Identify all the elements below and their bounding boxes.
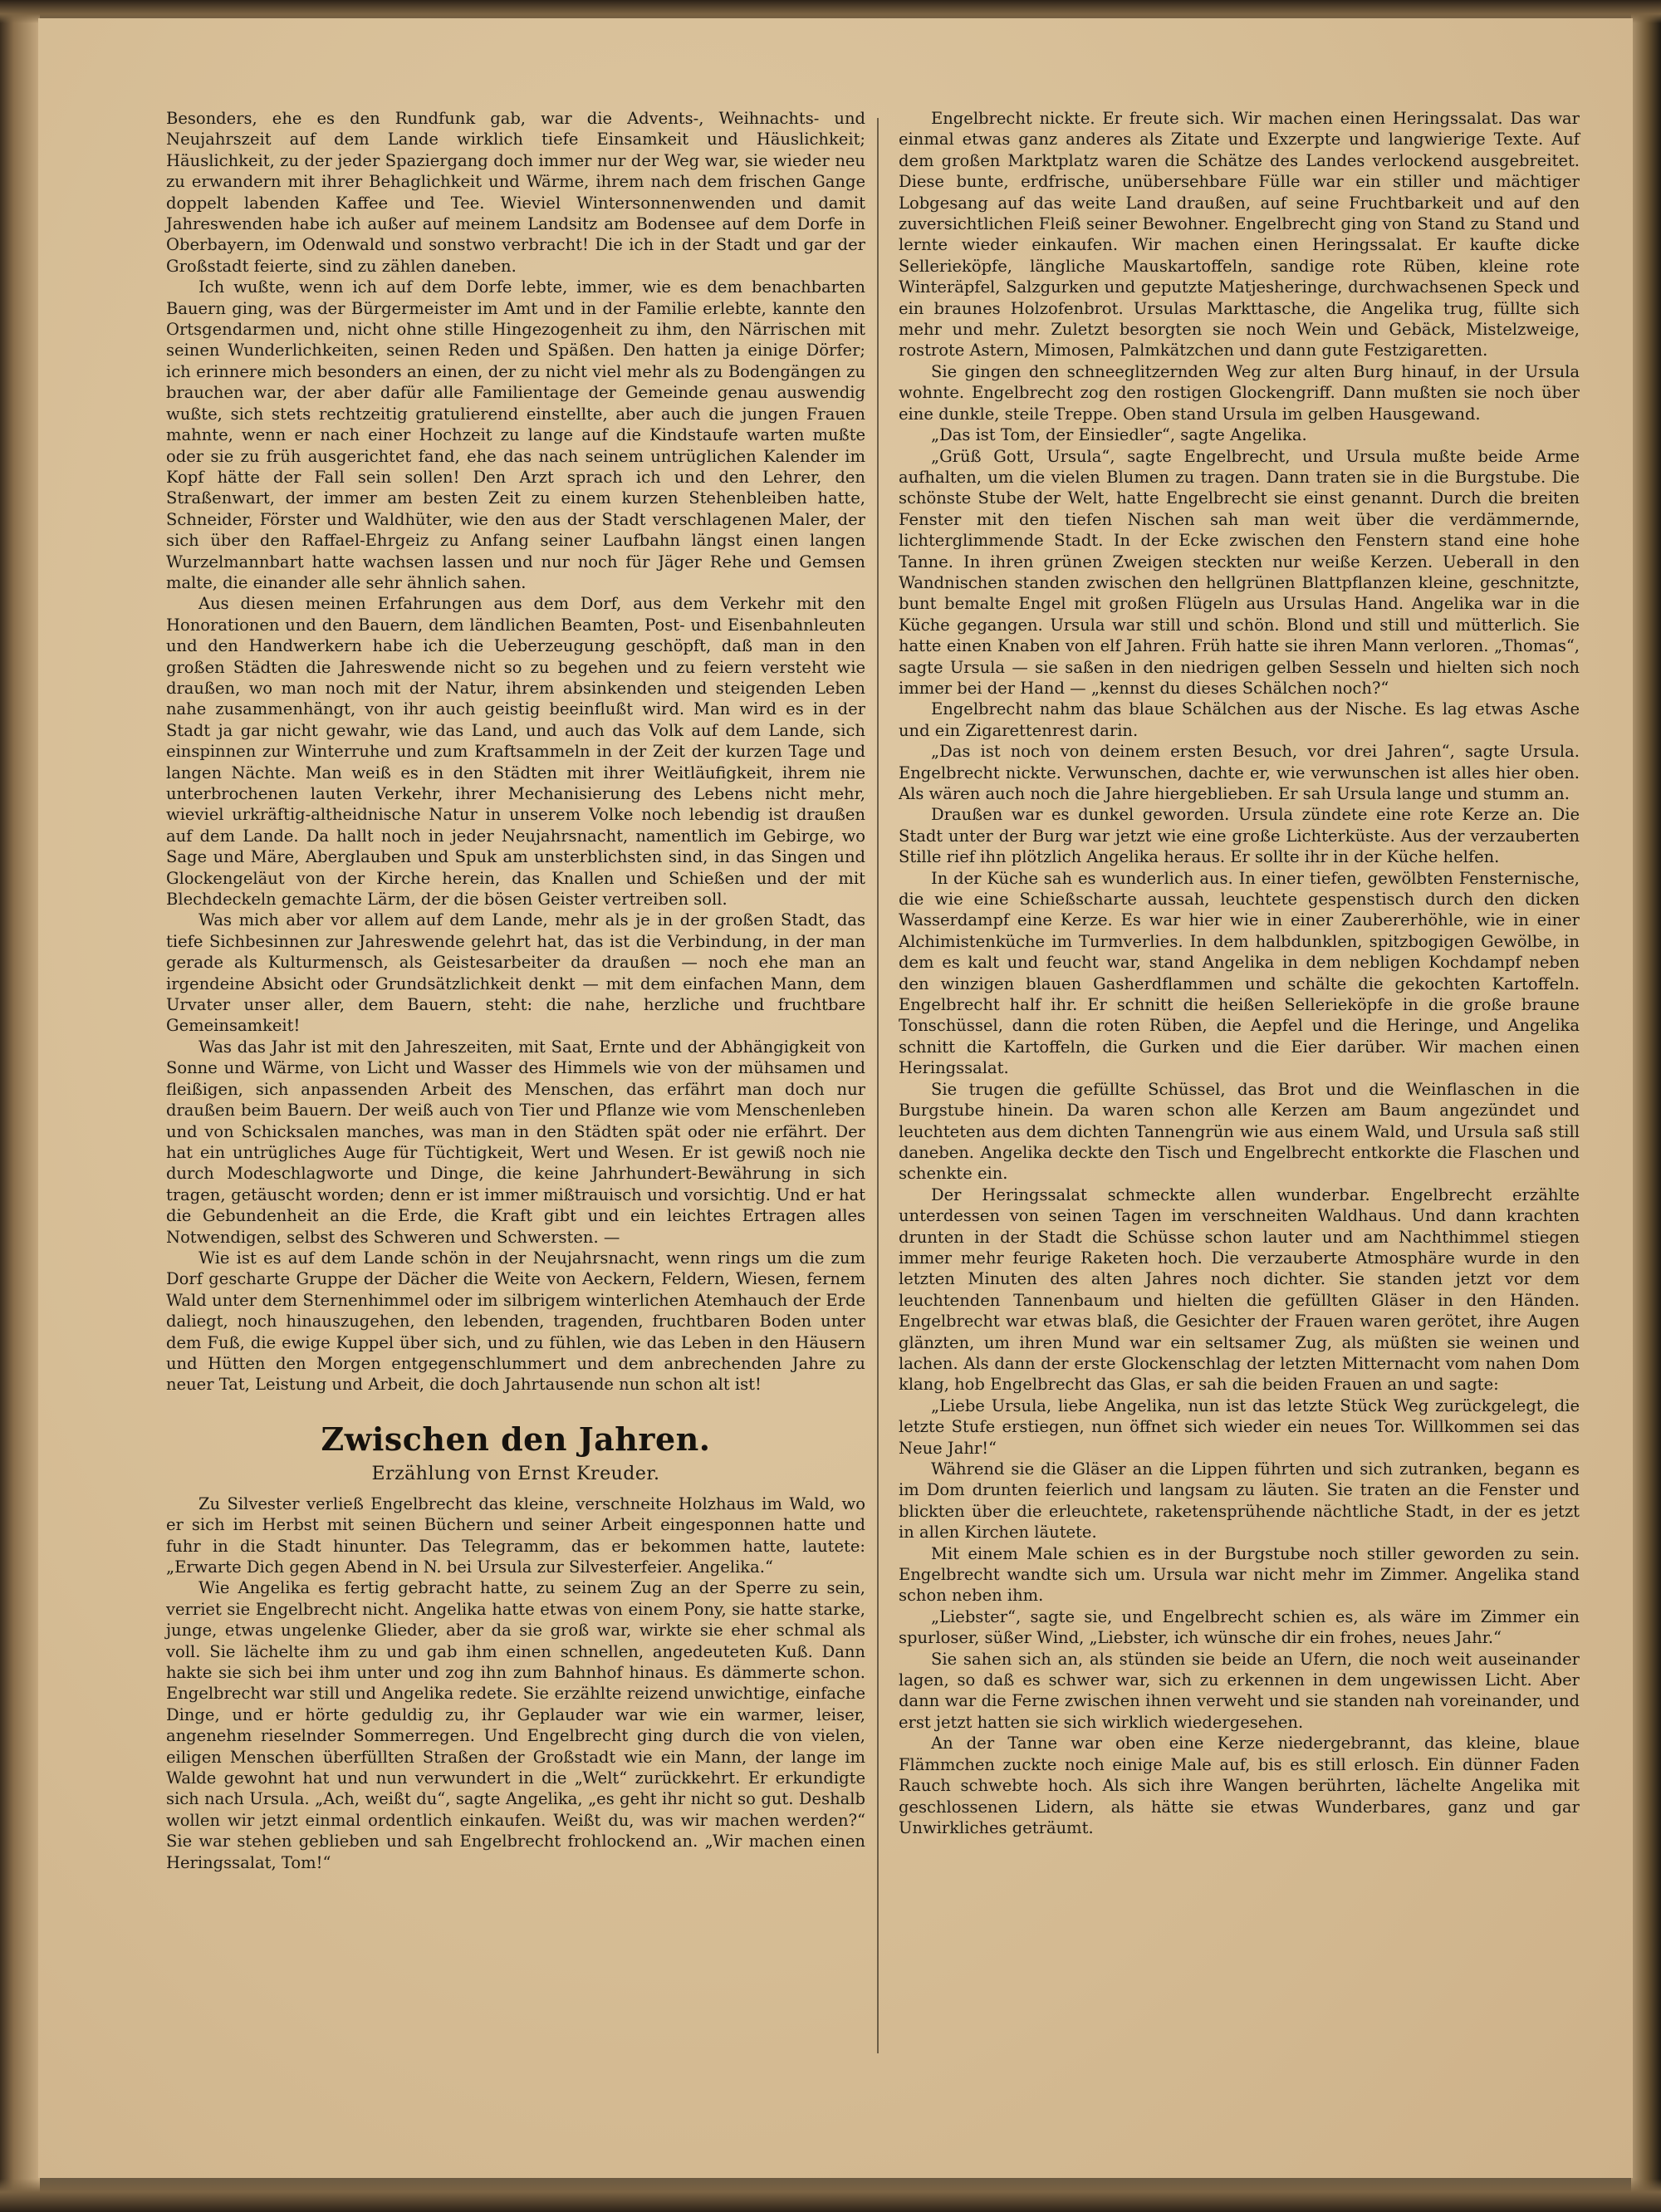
page-edge-left <box>0 0 40 2212</box>
story-paragraph: Der Heringssalat schmeckte allen wunderbar. Engelbrecht erzählte unterdessen von seinen Tagen im verschneiten Waldhaus. Und dann krachten drunten in der Stadt die Schüsse schon lauter und am Nachthimmel stiegen immer mehr feurige Raketen hoch. Die verzauberte Atmosphäre wurde in den letzten Minuten des alten Jahres noch dichter. Sie standen jetzt vor dem leuchtenden Tannenbaum und hielten die gefüllten Gläser in den Händen. Engelbrecht war etwas blaß, die Gesichter der Frauen waren gerötet, ihre Augen glänzten, um ihren Mund war ein seltsamer Zug, als müßten sie weinen und lachen. Als dann der erste Glockenschlag der letzten Mitternacht vom nahen Dom klang, hob Engelbrecht das Glas, er sah die beiden Frauen an und sagte: <box>899 1184 1580 1395</box>
page-edge-bottom <box>0 2179 1661 2212</box>
story-paragraph: Engelbrecht nahm das blaue Schälchen aus der Nische. Es lag etwas Asche und ein Zigarettenrest darin. <box>899 699 1580 740</box>
page-edge-right <box>1631 0 1661 2212</box>
essay-paragraph: Aus diesen meinen Erfahrungen aus dem Dorf, aus dem Verkehr mit den Honorationen und den Bauern, dem ländlichen Beamten, Post- und Eisenbahnleuten und den Handwerkern habe ich die Ueberzeugung geschöpft, daß man in den großen Städten die Jahreswende nicht so zu begehen und zu feiern versteht wie draußen, wo man noch mit der Natur, ihrem absinkenden und steigenden Leben nahe zusammenhängt, von ihr auch geistig beeinflußt wird. Man wird es in der Stadt ja gar nicht gewahr, wie das Land, und auch das Volk auf dem Lande, sich einspinnen zur Winterruhe und zum Kraftsammeln in der Zeit der kurzen Tage und langen Nächte. Man weiß es in den Städten mit ihrer Weitläufigkeit, ihrem nie unterbrochenen lauten Verkehr, ihrer Mechanisierung des Lebens nicht mehr, wieviel urkräftig-altheidnische Natur in unserem Volke noch lebendig ist draußen auf dem Lande. Da hallt noch in jeder Neujahrsnacht, namentlich im Gebirge, wo Sage und Märe, Aberglauben und Spuk am unsterblichsten sind, in das Singen und Glockengeläut von der Kirche herein, das Knallen und Schießen und der mit Blechdeckeln gemachte Lärm, der die bösen Geister vertreiben soll. <box>166 594 865 910</box>
story-title: Zwischen den Jahren. <box>321 1420 711 1458</box>
story-paragraph: In der Küche sah es wunderlich aus. In einer tiefen, gewölbten Fensternische, die wie eine Schießscharte aussah, leuchtete gespenstisch durch den dicken Wasserdampf eine Kerze. Es war hier wie in einer Zaubererhöhle, wie in einer Alchimistenküche im Turmverlies. In dem halbdunklen, spitzbogigen Gewölbe, in dem es kalt und feucht war, stand Angelika in dem nebligen Kochdampf neben den winzigen blauen Gasherdflammen und schälte die gekochten Kartoffeln. Engelbrecht half ihr. Er schnitt die heißen Sellerieköpfe in die große braune Tonschüssel, dann die roten Rüben, die Aepfel und die Heringe, und Angelika schnitt die Kartoffeln, die Gurken und die Eier darüber. Wir machen einen Heringssalat. <box>899 868 1580 1078</box>
story-paragraph: „Das ist Tom, der Einsiedler“, sagte Angelika. <box>931 425 1307 445</box>
story-paragraph: Zu Silvester verließ Engelbrecht das kleine, verschneite Holzhaus im Wald, wo er sich im Herbst mit seinen Büchern und seiner Arbeit eingesponnen hatte und fuhr in die Stadt hinunter. Das Telegramm, das er bekommen hatte, lautete: „Erwarte Dich gegen Abend in N. bei Ursula zur Silvesterfeier. Angelika.“ <box>166 1493 865 1577</box>
left-column <box>166 108 865 1873</box>
essay-paragraph: Was mich aber vor allem auf dem Lande, mehr als je in der großen Stadt, das tiefe Sichbesinnen zur Jahreswende gelehrt hat, das ist die Verbindung, in der man gerade als Kulturmensch, als Geistesarbeiter da draußen — noch ehe man an irgendeine Absicht oder Grundsätzlichkeit denkt — mit dem einfachen Mann, dem Urvater unser aller, dem Bauern, steht: die nahe, herzliche und fruchtbare Gemeinsamkeit! <box>166 910 865 1036</box>
newspaper-sheet <box>38 18 1633 2178</box>
story-paragraph: Sie gingen den schneeglitzernden Weg zur alten Burg hinauf, in der Ursula wohnte. Engelbrecht zog den rostigen Glockengriff. Dann mußten sie noch über eine dunkle, steile Treppe. Oben stand Ursula im gelben Hausgewand. <box>899 361 1580 424</box>
story-paragraph: An der Tanne war oben eine Kerze niedergebrannt, das kleine, blaue Flämmchen zuckte noch einige Male auf, bis es still erlosch. Ein dünner Faden Rauch schwebte hoch. Als sich ihre Wangen berührten, lächelte Angelika mit geschlossenen Lidern, als hätte sie etwas Wunderbares, ganz und gar Unwirkliches geträumt. <box>899 1734 1580 1837</box>
right-column <box>899 108 1580 1838</box>
story-paragraph: „Liebster“, sagte sie, und Engelbrecht schien es, als wäre im Zimmer ein spurloser, süßer Wind, „Liebster, ich wünsche dir ein frohes, neues Jahr.“ <box>899 1606 1580 1648</box>
essay-paragraph: Was das Jahr ist mit den Jahreszeiten, mit Saat, Ernte und der Abhängigkeit von Sonne und Wärme, von Licht und Wasser des Himmels wie von der mühsamen und fleißigen, sich anpassenden Arbeit des Menschen, das erfährt man doch nur draußen beim Bauern. Der weiß auch von Tier und Pflanze wie vom Menschenleben und von Schicksalen manches, was man in den Städten spät oder nie erfährt. Der hat ein untrügliches Auge für Tüchtigkeit, Wert und Wesen. Er ist gewiß noch nie durch Modeschlagworte und Dinge, die keine Jahrhundert-Bewährung in sich tragen, getäuscht worden; denn er ist immer mißtrauisch und vorsichtig. Und er hat die Gebundenheit an die Erde, die Kraft gibt und ein leichtes Ertragen alles Notwendigen, selbst des Schweren und Schwersten. — <box>166 1037 865 1247</box>
story-paragraph: Während sie die Gläser an die Lippen führten und sich zutranken, begann es im Dom drunten feierlich und langsam zu läuten. Sie traten an die Fenster und blickten über die erleuchtete, raketensprühende nächtliche Stadt, in der es jetzt in allen Kirchen läutete. <box>899 1459 1580 1543</box>
story-paragraph: Draußen war es dunkel geworden. Ursula zündete eine rote Kerze an. Die Stadt unter der Burg war jetzt wie eine große Lichterküste. Aus der verzauberten Stille rief ihn plötzlich Angelika heraus. Er sollte ihr in der Küche helfen. <box>899 805 1580 867</box>
story-paragraph: „Grüß Gott, Ursula“, sagte Engelbrecht, und Ursula mußte beide Arme aufhalten, um die vielen Blumen zu tragen. Dann traten sie in die Burgstube. Die schönste Stube der Welt, hatte Engelbrecht sie einst genannt. Durch die breiten Fenster mit den tiefen Nischen sah man weit über die verdämmernde, lichterglimmende Stadt. In der Ecke zwischen den Fenstern stand eine hohe Tanne. In ihren grünen Zweigen steckten nur weiße Kerzen. Ueberall in den Wandnischen standen zwischen den hellgrünen Blattpflanzen kleine, geschnitzte, bunt bemalte Engel mit großen Flügeln aus Ursulas Hand. Angelika war in die Küche gegangen. Ursula war still und schön. Blond und still und mütterlich. Sie hatte einen Knaben von elf Jahren. Früh hatte sie ihren Mann verloren. „Thomas“, sagte Ursula — sie saßen in den niedrigen gelben Sesseln und hielten sich noch immer bei der Hand — „kennst du dieses Schälchen noch?“ <box>899 446 1580 698</box>
story-paragraph: Sie trugen die gefüllte Schüssel, das Brot und die Weinflaschen in die Burgstube hinein. Da waren schon alle Kerzen am Baum angezündet und leuchteten aus dem dichten Tannengrün wie aus einem Wald, und Ursula saß still daneben. Angelika deckte den Tisch und Engelbrecht entkorkte die Flaschen und schenkte ein. <box>899 1079 1580 1184</box>
story-paragraph: Mit einem Male schien es in der Burgstube noch stiller geworden zu sein. Engelbrecht wandte sich um. Ursula war nicht mehr im Zimmer. Angelika stand schon neben ihm. <box>899 1543 1580 1606</box>
story-paragraph: Wie Angelika es fertig gebracht hatte, zu seinem Zug an der Sperre zu sein, verriet sie Engelbrecht nicht. Angelika hatte etwas von einem Pony, sie hatte starke, junge, etwas ungelenke Glieder, aber da sie groß war, wirkte sie eher schmal als voll. Sie lächelte ihm zu und gab ihm einen schnellen, angedeuteten Kuß. Dann hakte sie sich bei ihm unter und zog ihn zum Bahnhof hinaus. Es dämmerte schon. Engelbrecht war still und Angelika redete. Sie erzählte reizend unwichtige, einfache Dinge, und er hörte geduldig zu, ihr Geplauder war wie ein warmer, leiser, angenehm rieselnder Sommerregen. Und Engelbrecht ging durch die von vielen, eiligen Menschen überfüllten Straßen der Großstadt wie ein Mann, der lange im Walde gewohnt hat und nun verwundert in die „Welt“ zurückkehrt. Er erkundigte sich nach Ursula. „Ach, weißt du“, sagte Angelika, „es geht ihr nicht so gut. Deshalb wollen wir jetzt einmal ordentlich einkaufen. Weißt du, was wir machen werden?“ Sie war stehen geblieben und sah Engelbrecht frohlockend an. „Wir machen einen Heringssalat, Tom!“ <box>166 1578 865 1872</box>
story-paragraph: „Liebe Ursula, liebe Angelika, nun ist das letzte Stück Weg zurückgelegt, die letzte Stufe erstiegen, nun öffnet sich wieder ein neues Tor. Willkommen sei das Neue Jahr!“ <box>899 1395 1580 1458</box>
story-paragraph: „Das ist noch von deinem ersten Besuch, vor drei Jahren“, sagte Ursula. Engelbrecht nickte. Verwunschen, dachte er, wie verwunschen ist alles hier oben. Als wären auch noch die Jahre hiergeblieben. Er sah Ursula lange und stumm an. <box>899 742 1580 803</box>
essay-paragraph: Besonders, ehe es den Rundfunk gab, war die Advents-, Weihnachts- und Neujahrszeit auf dem Lande wirklich tiefe Einsamkeit und Häuslichkeit; Häuslichkeit, zu der jeder Spaziergang doch immer nur der Weg war, sie wieder neu zu erwandern mit ihrer Behaglichkeit und Wärme, ihrem nach dem frischen Gange doppelt labenden Kaffee und Tee. Wieviel Wintersonnenwenden und damit Jahreswenden habe ich außer auf meinem Landsitz am Bodensee auf dem Dorfe in Oberbayern, im Odenwald und sonstwo verbracht! Die ich in der Stadt und gar der Großstadt feierte, sind zu zählen daneben. <box>166 109 865 276</box>
essay-paragraph: Wie ist es auf dem Lande schön in der Neujahrsnacht, wenn rings um die zum Dorf gescharte Gruppe der Dächer die Weite von Aeckern, Feldern, Wiesen, fernem Wald unter dem Sternenhimmel oder im silbrigem winterlichen Atemhauch der Erde daliegt, noch hinauszugehen, den lebenden, tragenden, fruchtbaren Boden unter dem Fuß, die ewige Kuppel über sich, und zu fühlen, wie das Leben in den Häusern und Hütten den Morgen entgegenschlummert und dem anbrechenden Jahre zu neuer Tat, Leistung und Arbeit, die doch Jahrtausende nun schon alt ist! <box>166 1248 865 1395</box>
story-paragraph: Engelbrecht nickte. Er freute sich. Wir machen einen Heringssalat. Das war einmal etwas ganz anderes als Zitate und Exzerpte und langwierige Texte. Auf dem großen Marktplatz waren die Schätze des Landes verlockend ausgebreitet. Diese bunte, erdfrische, unübersehbare Fülle war ein stiller und mächtiger Lobgesang auf das weite Land draußen, auf seine Fruchtbarkeit und auf den zuversichtlichen Fleiß seiner Bewohner. Engelbrecht ging von Stand zu Stand und lernte wieder einkaufen. Wir machen einen Heringssalat. Er kaufte dicke Sellerieköpfe, längliche Mauskartoffeln, sandige rote Rüben, kleine rote Winteräpfel, Salzgurken und geputzte Matjesheringe, durchwachsenen Speck und ein braunes Holzofenbrot. Ursulas Markttasche, die Angelika trug, füllte sich mehr und mehr. Zuletzt besorgten sie noch Wein und Gebäck, Mistelzweige, rostrote Astern, Mimosen, Palmkätzchen und dann gute Festzigaretten. <box>899 109 1580 360</box>
story-byline: Erzählung von Ernst Kreuder. <box>371 1463 660 1484</box>
story-paragraph: Sie sahen sich an, als stünden sie beide an Ufern, die noch weit auseinander lagen, so daß es schwer war, sich zu erkennen in dem ungewissen Licht. Aber dann war die Ferne zwischen ihnen verweht und sie standen nah voreinander, und erst jetzt hatten sie sich wirklich wiedergesehen. <box>899 1649 1580 1732</box>
column-divider <box>877 118 879 2053</box>
essay-paragraph: Ich wußte, wenn ich auf dem Dorfe lebte, immer, wie es dem benachbarten Bauern ging, was der Bürgermeister im Amt und in der Familie erlebte, kannte den Ortsgendarmen und, nicht ohne stille Hingezogenheit zu ihm, den Närrischen mit seinen Wunderlichkeiten, seinen Reden und Späßen. Den hatten ja einige Dörfer; ich erinnere mich besonders an einen, der zu nicht viel mehr als zu Bodengängen zu brauchen war, der aber dafür alle Familientage der Gemeinde genau auswendig wußte, sich stets rechtzeitig gratulierend einstellte, aber auch die jungen Frauen mahnte, wenn er nach einer Hochzeit zu lange auf die Kindstaufe warten mußte oder sie zu früh ausgerichtet fand, ehe das nach seinem untrüglichen Kalender im Kopf hätte der Fall sein sollen! Den Arzt sprach ich und den Lehrer, den Straßenwart, der immer am besten Zeit zu einem kurzen Stehenbleiben hatte, Schneider, Förster und Waldhüter, wie den aus der Stadt verschlagenen Maler, der sich über den Raffael-Ehrgeiz zu Anfang seiner Laufbahn längst einen langen Wurzelmannbart hatte wachsen lassen und nur noch für Jäger Rehe und Gemsen malte, die einander alle sehr ähnlich sahen. <box>166 277 865 592</box>
